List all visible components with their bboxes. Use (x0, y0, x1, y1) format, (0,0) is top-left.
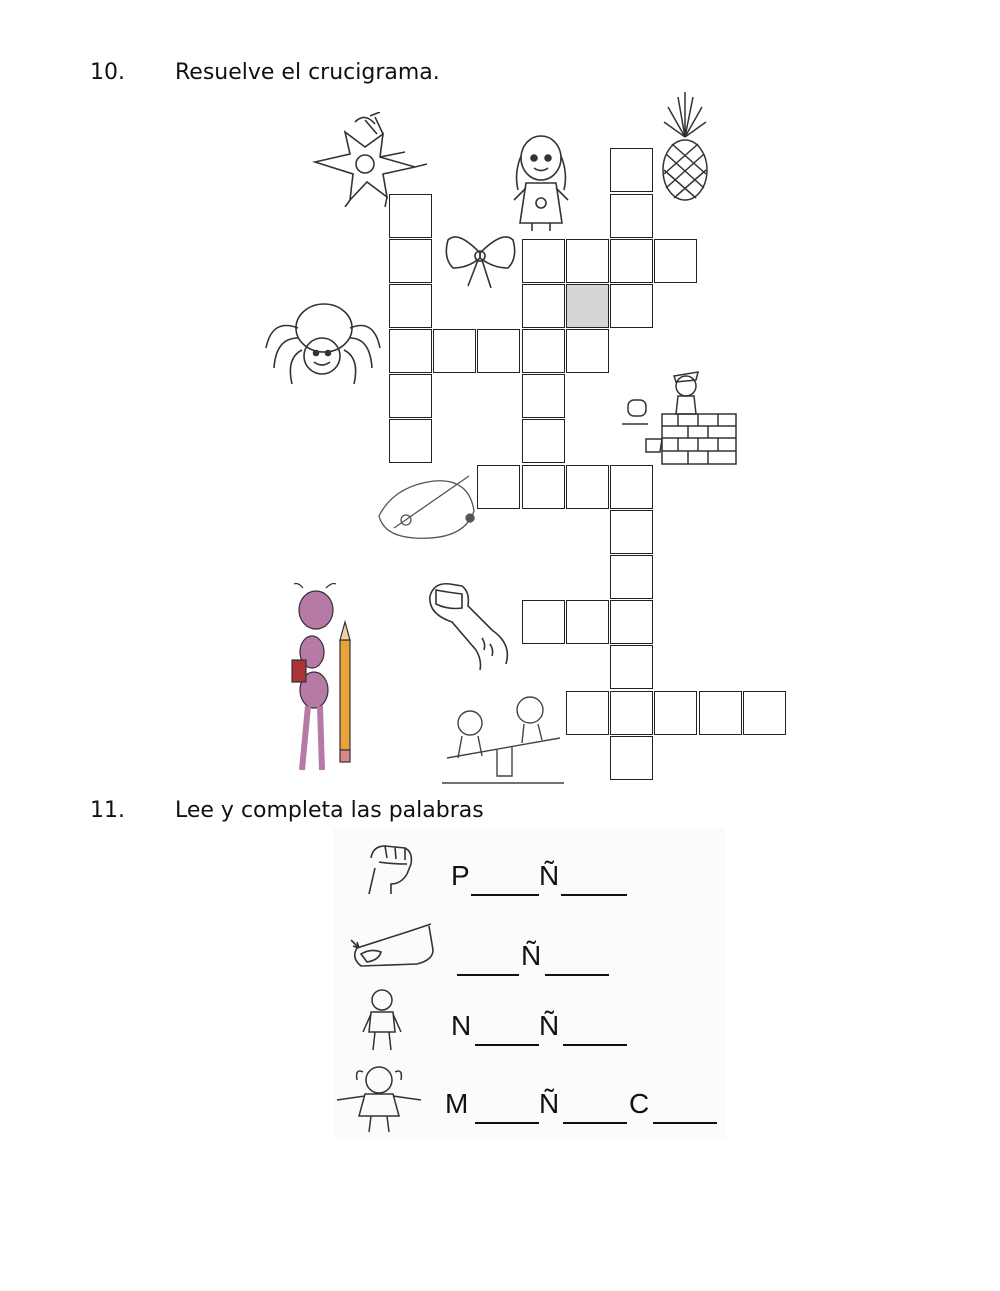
word-letter: Ñ (539, 1088, 561, 1119)
crossword-cell[interactable] (610, 239, 653, 283)
crossword-cell[interactable] (389, 374, 432, 418)
crossword-cell[interactable] (566, 239, 609, 283)
crossword-cell[interactable] (699, 691, 742, 735)
crossword-cell[interactable] (566, 329, 609, 373)
crossword-cell[interactable] (743, 691, 786, 735)
word-letter: C (629, 1088, 651, 1119)
crossword-cell[interactable] (389, 419, 432, 463)
crossword-cell[interactable] (610, 691, 653, 735)
spider-icon (262, 298, 384, 390)
blank-input[interactable] (545, 944, 609, 976)
word-row (333, 988, 725, 1048)
word-letter: M (445, 1088, 470, 1119)
word-row (333, 1062, 725, 1122)
crossword-cell[interactable] (522, 284, 565, 328)
word-letter: N (451, 1010, 473, 1041)
crossword-cell[interactable] (477, 329, 520, 373)
crossword-cell[interactable] (389, 284, 432, 328)
crossword-cell[interactable] (522, 374, 565, 418)
question-11-number: 11. (90, 798, 125, 823)
crossword-cell[interactable] (610, 645, 653, 689)
blank-input[interactable] (457, 944, 519, 976)
fishing-rod-icon (374, 466, 484, 546)
blank-input[interactable] (653, 1092, 717, 1124)
doll-icon (508, 128, 574, 232)
crossword-cell[interactable] (610, 284, 653, 328)
crossword-cell-shaded (566, 284, 609, 328)
crossword-cell[interactable] (610, 465, 653, 509)
ant-with-pencil-icon (288, 580, 366, 778)
pinata-icon (305, 112, 430, 207)
crossword-cell[interactable] (566, 600, 609, 644)
crossword-cell[interactable] (389, 239, 432, 283)
question-10-instruction: Resuelve el crucigrama. (175, 60, 440, 85)
blank-input[interactable] (471, 864, 539, 896)
blank-input[interactable] (561, 864, 627, 896)
bricklayer-icon (618, 364, 740, 466)
crossword-cell[interactable] (522, 465, 565, 509)
word-completion-panel (333, 828, 725, 1138)
seesaw-kids-icon (442, 688, 564, 788)
question-11-instruction: Lee y completa las palabras (175, 798, 484, 823)
word-letter: Ñ (539, 1010, 561, 1041)
crossword-cell[interactable] (522, 329, 565, 373)
blank-input[interactable] (563, 1014, 627, 1046)
crossword-cell[interactable] (654, 691, 697, 735)
crossword-cell[interactable] (610, 194, 653, 238)
crossword-cell[interactable] (654, 239, 697, 283)
fingernail-icon (422, 578, 512, 672)
crossword-cell[interactable] (610, 736, 653, 780)
crossword-cell[interactable] (522, 239, 565, 283)
fist-icon (361, 838, 417, 896)
word-row (333, 918, 725, 978)
blank-input[interactable] (475, 1092, 539, 1124)
word-letter: Ñ (539, 860, 561, 891)
fingernail-icon (347, 920, 437, 972)
crossword-cell[interactable] (566, 691, 609, 735)
bow-icon (443, 228, 518, 290)
word-letter: Ñ (521, 940, 543, 971)
crossword-cell[interactable] (610, 600, 653, 644)
crossword-cell[interactable] (610, 510, 653, 554)
crossword-cell[interactable] (522, 600, 565, 644)
crossword-cell[interactable] (610, 555, 653, 599)
crossword-cell[interactable] (389, 329, 432, 373)
pineapple-icon (658, 92, 712, 202)
crossword-cell[interactable] (566, 465, 609, 509)
word-letter: P (451, 860, 471, 891)
word-row (333, 838, 725, 898)
crossword-cell[interactable] (610, 148, 653, 192)
blank-input[interactable] (475, 1014, 539, 1046)
crossword-cell[interactable] (522, 419, 565, 463)
question-10-number: 10. (90, 60, 125, 85)
blank-input[interactable] (563, 1092, 627, 1124)
crossword-cell[interactable] (433, 329, 476, 373)
boy-icon (359, 988, 405, 1052)
girl-icon (333, 1062, 425, 1134)
